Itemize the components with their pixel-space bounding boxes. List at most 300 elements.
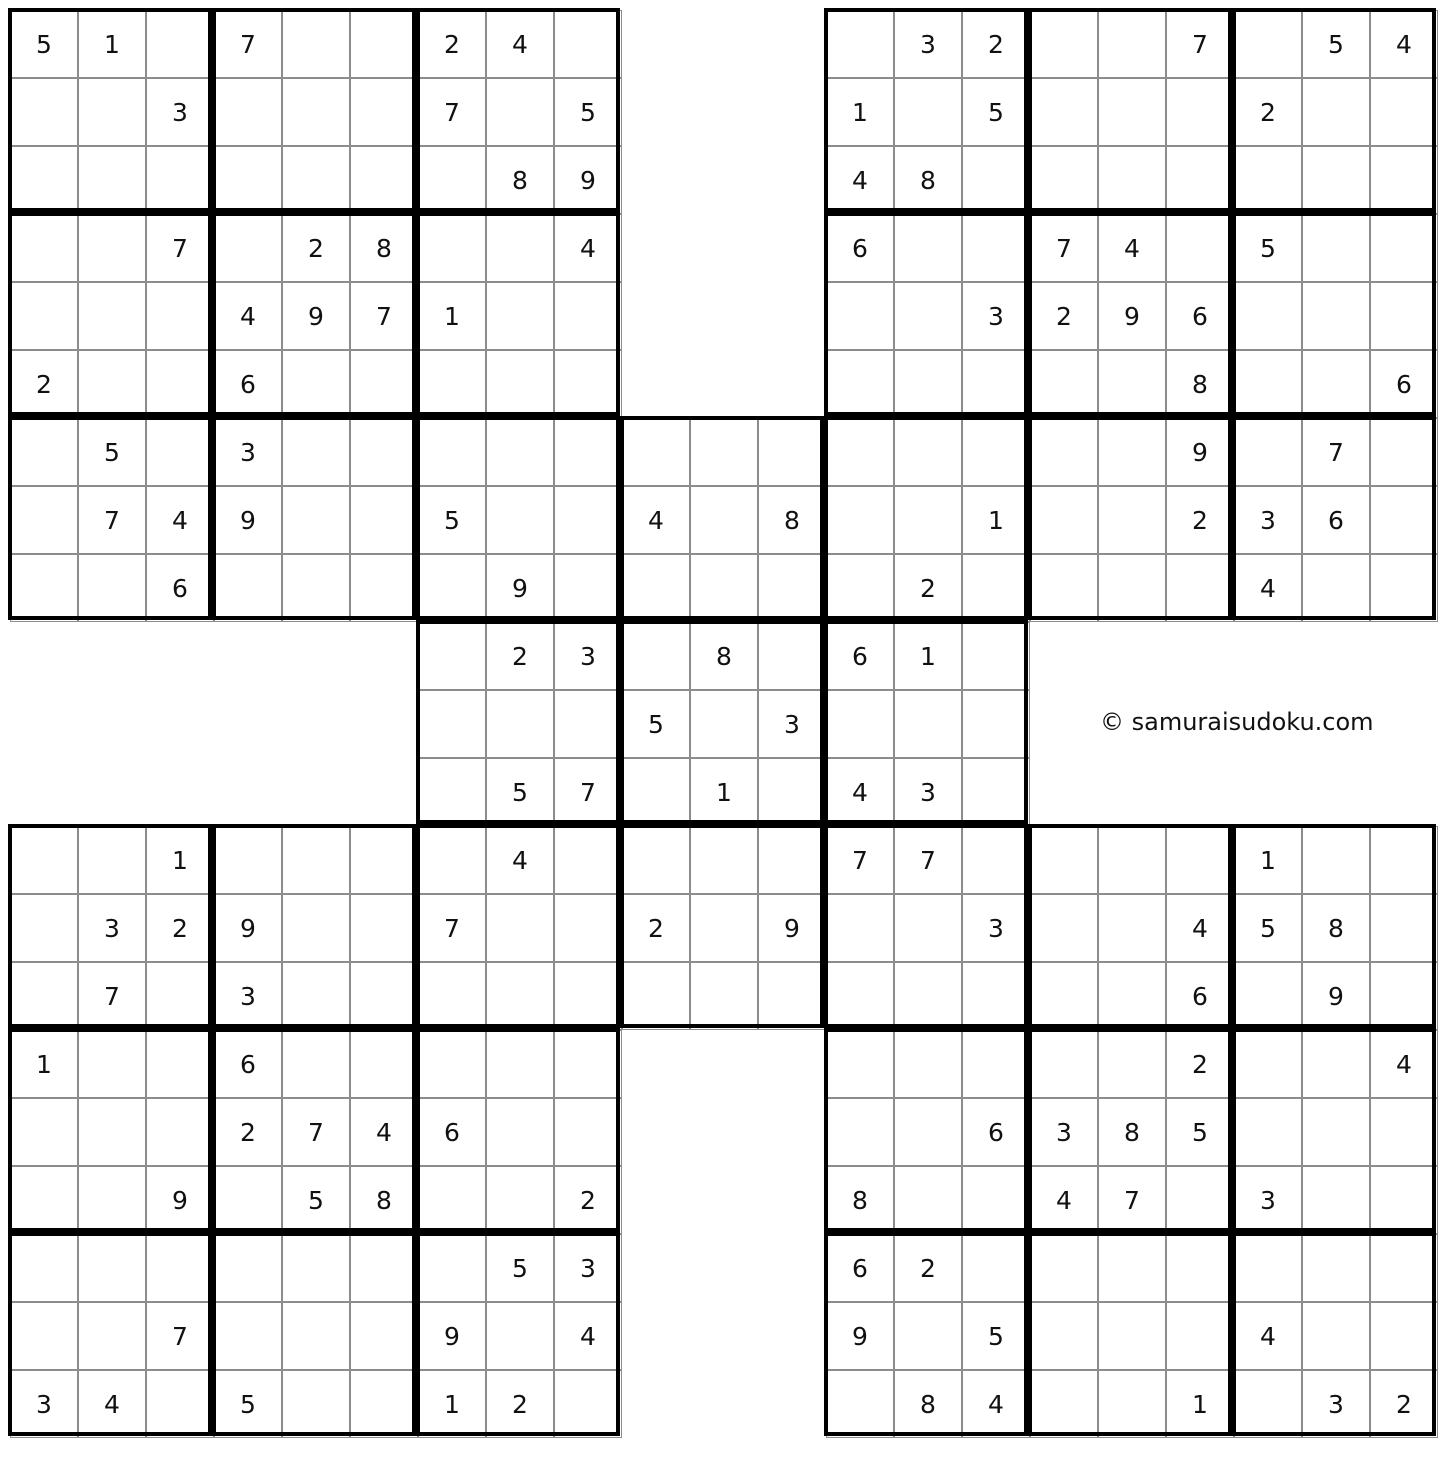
cell-r19-c19[interactable] — [1234, 1234, 1302, 1302]
cell-r3-c19[interactable] — [1234, 146, 1302, 214]
cell-r12-c7[interactable] — [418, 758, 486, 826]
cell-r6-c14[interactable] — [894, 350, 962, 418]
cell-r1-c19[interactable] — [1234, 10, 1302, 78]
cell-r17-c7: 6 — [418, 1098, 486, 1166]
cell-r12-c13: 4 — [826, 758, 894, 826]
cell-r7-c1[interactable] — [10, 418, 78, 486]
cell-r21-c2: 4 — [78, 1370, 146, 1438]
cell-r13-c21[interactable] — [1370, 826, 1438, 894]
cell-r16-c5[interactable] — [282, 1030, 350, 1098]
cell-r9-c15[interactable] — [962, 554, 1030, 622]
cell-r13-c11[interactable] — [690, 826, 758, 894]
cell-r7-c3[interactable] — [146, 418, 214, 486]
cell-r15-c9[interactable] — [554, 962, 622, 1030]
cell-r15-c8[interactable] — [486, 962, 554, 1030]
cell-r14-c19: 5 — [1234, 894, 1302, 962]
cell-r4-c7[interactable] — [418, 214, 486, 282]
cell-r16-c20[interactable] — [1302, 1030, 1370, 1098]
cell-r4-c13: 6 — [826, 214, 894, 282]
cell-r18-c7[interactable] — [418, 1166, 486, 1234]
cell-r9-c6[interactable] — [350, 554, 418, 622]
cell-r8-c9[interactable] — [554, 486, 622, 554]
cell-r5-c8[interactable] — [486, 282, 554, 350]
cell-r18-c6: 8 — [350, 1166, 418, 1234]
cell-r12-c14: 3 — [894, 758, 962, 826]
cell-r4-c19: 5 — [1234, 214, 1302, 282]
cell-r3-c2[interactable] — [78, 146, 146, 214]
cell-r7-c20: 7 — [1302, 418, 1370, 486]
cell-r18-c15[interactable] — [962, 1166, 1030, 1234]
cell-r3-c20[interactable] — [1302, 146, 1370, 214]
cell-r17-c9[interactable] — [554, 1098, 622, 1166]
cell-r13-c9[interactable] — [554, 826, 622, 894]
cell-r13-c20[interactable] — [1302, 826, 1370, 894]
cell-r10-c12[interactable] — [758, 622, 826, 690]
cell-r7-c16[interactable] — [1030, 418, 1098, 486]
cell-r8-c17[interactable] — [1098, 486, 1166, 554]
cell-r20-c15: 5 — [962, 1302, 1030, 1370]
cell-r5-c13[interactable] — [826, 282, 894, 350]
cell-r1-c3[interactable] — [146, 10, 214, 78]
cell-r10-c13: 6 — [826, 622, 894, 690]
cell-r11-c9[interactable] — [554, 690, 622, 758]
cell-r1-c14: 3 — [894, 10, 962, 78]
cell-r15-c12[interactable] — [758, 962, 826, 1030]
cell-r9-c13[interactable] — [826, 554, 894, 622]
cell-r2-c15: 5 — [962, 78, 1030, 146]
cell-r20-c9: 4 — [554, 1302, 622, 1370]
cell-r6-c13[interactable] — [826, 350, 894, 418]
cell-r8-c7: 5 — [418, 486, 486, 554]
cell-r7-c9[interactable] — [554, 418, 622, 486]
cell-r2-c3: 3 — [146, 78, 214, 146]
cell-r18-c2[interactable] — [78, 1166, 146, 1234]
cell-r19-c16[interactable] — [1030, 1234, 1098, 1302]
cell-r20-c1[interactable] — [10, 1302, 78, 1370]
cell-r15-c15[interactable] — [962, 962, 1030, 1030]
cell-r14-c8[interactable] — [486, 894, 554, 962]
cell-r1-c17[interactable] — [1098, 10, 1166, 78]
cell-r7-c17[interactable] — [1098, 418, 1166, 486]
cell-r19-c20[interactable] — [1302, 1234, 1370, 1302]
cell-r14-c5[interactable] — [282, 894, 350, 962]
cell-r2-c19: 2 — [1234, 78, 1302, 146]
cell-r16-c9[interactable] — [554, 1030, 622, 1098]
cell-r20-c2[interactable] — [78, 1302, 146, 1370]
cell-r18-c14[interactable] — [894, 1166, 962, 1234]
cell-r16-c19[interactable] — [1234, 1030, 1302, 1098]
cell-r20-c4[interactable] — [214, 1302, 282, 1370]
cell-r5-c14[interactable] — [894, 282, 962, 350]
cell-r21-c13[interactable] — [826, 1370, 894, 1438]
cell-r15-c10[interactable] — [622, 962, 690, 1030]
cell-r2-c8[interactable] — [486, 78, 554, 146]
cell-r13-c12[interactable] — [758, 826, 826, 894]
cell-r20-c17[interactable] — [1098, 1302, 1166, 1370]
cell-r12-c10[interactable] — [622, 758, 690, 826]
cell-r21-c1: 3 — [10, 1370, 78, 1438]
cell-r5-c9[interactable] — [554, 282, 622, 350]
cell-r5-c3[interactable] — [146, 282, 214, 350]
cell-r2-c14[interactable] — [894, 78, 962, 146]
cell-r3-c21[interactable] — [1370, 146, 1438, 214]
cell-r15-c11[interactable] — [690, 962, 758, 1030]
cell-r17-c6: 4 — [350, 1098, 418, 1166]
cell-r10-c15[interactable] — [962, 622, 1030, 690]
cell-r6-c18: 8 — [1166, 350, 1234, 418]
cell-r4-c14[interactable] — [894, 214, 962, 282]
cell-r2-c2[interactable] — [78, 78, 146, 146]
cell-r16-c8[interactable] — [486, 1030, 554, 1098]
cell-r18-c18[interactable] — [1166, 1166, 1234, 1234]
cell-r3-c16[interactable] — [1030, 146, 1098, 214]
cell-r21-c6[interactable] — [350, 1370, 418, 1438]
cell-r18-c5: 5 — [282, 1166, 350, 1234]
cell-r16-c16[interactable] — [1030, 1030, 1098, 1098]
cell-r15-c7[interactable] — [418, 962, 486, 1030]
cell-r6-c6[interactable] — [350, 350, 418, 418]
cell-r11-c7[interactable] — [418, 690, 486, 758]
cell-r19-c21[interactable] — [1370, 1234, 1438, 1302]
cell-r5-c7: 1 — [418, 282, 486, 350]
cell-r5-c17: 9 — [1098, 282, 1166, 350]
cell-r9-c16[interactable] — [1030, 554, 1098, 622]
cell-r19-c4[interactable] — [214, 1234, 282, 1302]
cell-r19-c7[interactable] — [418, 1234, 486, 1302]
cell-r1-c15: 2 — [962, 10, 1030, 78]
cell-r18-c8[interactable] — [486, 1166, 554, 1234]
cell-r21-c5[interactable] — [282, 1370, 350, 1438]
cell-r14-c14[interactable] — [894, 894, 962, 962]
cell-r10-c7[interactable] — [418, 622, 486, 690]
cell-r7-c18: 9 — [1166, 418, 1234, 486]
cell-r13-c7[interactable] — [418, 826, 486, 894]
cell-r18-c4[interactable] — [214, 1166, 282, 1234]
cell-r10-c8: 2 — [486, 622, 554, 690]
cell-r13-c16[interactable] — [1030, 826, 1098, 894]
cell-r12-c12[interactable] — [758, 758, 826, 826]
cell-r19-c2[interactable] — [78, 1234, 146, 1302]
cell-r8-c14[interactable] — [894, 486, 962, 554]
cell-r8-c21[interactable] — [1370, 486, 1438, 554]
cell-r8-c1[interactable] — [10, 486, 78, 554]
cell-r3-c4[interactable] — [214, 146, 282, 214]
cell-r9-c21[interactable] — [1370, 554, 1438, 622]
cell-r8-c8[interactable] — [486, 486, 554, 554]
cell-r9-c17[interactable] — [1098, 554, 1166, 622]
cell-r4-c20[interactable] — [1302, 214, 1370, 282]
cell-r17-c13[interactable] — [826, 1098, 894, 1166]
cell-r6-c20[interactable] — [1302, 350, 1370, 418]
cell-r4-c5: 2 — [282, 214, 350, 282]
cell-r14-c13[interactable] — [826, 894, 894, 962]
cell-r17-c5: 7 — [282, 1098, 350, 1166]
cell-r2-c21[interactable] — [1370, 78, 1438, 146]
cell-r3-c6[interactable] — [350, 146, 418, 214]
cell-r1-c4: 7 — [214, 10, 282, 78]
cell-r21-c3[interactable] — [146, 1370, 214, 1438]
cell-r16-c13[interactable] — [826, 1030, 894, 1098]
cell-r17-c20[interactable] — [1302, 1098, 1370, 1166]
cell-r17-c14[interactable] — [894, 1098, 962, 1166]
cell-r8-c11[interactable] — [690, 486, 758, 554]
cell-r5-c4: 4 — [214, 282, 282, 350]
cell-r13-c10[interactable] — [622, 826, 690, 894]
cell-r18-c1[interactable] — [10, 1166, 78, 1234]
cell-r21-c17[interactable] — [1098, 1370, 1166, 1438]
cell-r3-c5[interactable] — [282, 146, 350, 214]
cell-r8-c2: 7 — [78, 486, 146, 554]
cell-r4-c18[interactable] — [1166, 214, 1234, 282]
cell-r9-c12[interactable] — [758, 554, 826, 622]
cell-r1-c5[interactable] — [282, 10, 350, 78]
cell-r16-c14[interactable] — [894, 1030, 962, 1098]
cell-r4-c4[interactable] — [214, 214, 282, 282]
cell-r7-c19[interactable] — [1234, 418, 1302, 486]
cell-r5-c20[interactable] — [1302, 282, 1370, 350]
cell-r6-c9[interactable] — [554, 350, 622, 418]
cell-r15-c17[interactable] — [1098, 962, 1166, 1030]
cell-r3-c15[interactable] — [962, 146, 1030, 214]
cell-r2-c1[interactable] — [10, 78, 78, 146]
cell-r13-c5[interactable] — [282, 826, 350, 894]
cell-r9-c19: 4 — [1234, 554, 1302, 622]
cell-r1-c6[interactable] — [350, 10, 418, 78]
cell-r9-c9[interactable] — [554, 554, 622, 622]
cell-r9-c20[interactable] — [1302, 554, 1370, 622]
cell-r9-c1[interactable] — [10, 554, 78, 622]
cell-r4-c8[interactable] — [486, 214, 554, 282]
cell-r14-c6[interactable] — [350, 894, 418, 962]
cell-r6-c3[interactable] — [146, 350, 214, 418]
cell-r12-c11: 1 — [690, 758, 758, 826]
cell-r16-c15[interactable] — [962, 1030, 1030, 1098]
cell-r6-c8[interactable] — [486, 350, 554, 418]
cell-r17-c2[interactable] — [78, 1098, 146, 1166]
cell-r13-c4[interactable] — [214, 826, 282, 894]
cell-r19-c14: 2 — [894, 1234, 962, 1302]
cell-r16-c7[interactable] — [418, 1030, 486, 1098]
cell-r8-c13[interactable] — [826, 486, 894, 554]
cell-r7-c14[interactable] — [894, 418, 962, 486]
cell-r8-c4: 9 — [214, 486, 282, 554]
cell-r6-c16[interactable] — [1030, 350, 1098, 418]
cell-r5-c19[interactable] — [1234, 282, 1302, 350]
cell-r9-c7[interactable] — [418, 554, 486, 622]
cell-r18-c20[interactable] — [1302, 1166, 1370, 1234]
cell-r9-c18[interactable] — [1166, 554, 1234, 622]
cell-r19-c5[interactable] — [282, 1234, 350, 1302]
cell-r8-c6[interactable] — [350, 486, 418, 554]
cell-r21-c8: 2 — [486, 1370, 554, 1438]
cell-r13-c18[interactable] — [1166, 826, 1234, 894]
cell-r15-c20: 9 — [1302, 962, 1370, 1030]
cell-r15-c19[interactable] — [1234, 962, 1302, 1030]
cell-r6-c2[interactable] — [78, 350, 146, 418]
cell-r11-c13[interactable] — [826, 690, 894, 758]
cell-r9-c4[interactable] — [214, 554, 282, 622]
cell-r16-c18: 2 — [1166, 1030, 1234, 1098]
cell-r4-c15[interactable] — [962, 214, 1030, 282]
cell-r14-c1[interactable] — [10, 894, 78, 962]
cell-r17-c16: 3 — [1030, 1098, 1098, 1166]
cell-r9-c2[interactable] — [78, 554, 146, 622]
cell-r7-c7[interactable] — [418, 418, 486, 486]
cell-r2-c7: 7 — [418, 78, 486, 146]
cell-r20-c21[interactable] — [1370, 1302, 1438, 1370]
cell-r20-c18[interactable] — [1166, 1302, 1234, 1370]
cell-r14-c11[interactable] — [690, 894, 758, 962]
cell-r15-c14[interactable] — [894, 962, 962, 1030]
cell-r8-c10: 4 — [622, 486, 690, 554]
cell-r4-c1[interactable] — [10, 214, 78, 282]
cell-r1-c13[interactable] — [826, 10, 894, 78]
cell-r16-c2[interactable] — [78, 1030, 146, 1098]
cell-r15-c5[interactable] — [282, 962, 350, 1030]
cell-r16-c3[interactable] — [146, 1030, 214, 1098]
cell-r2-c4[interactable] — [214, 78, 282, 146]
cell-r17-c19[interactable] — [1234, 1098, 1302, 1166]
cell-r7-c13[interactable] — [826, 418, 894, 486]
cell-r20-c16[interactable] — [1030, 1302, 1098, 1370]
cell-r21-c7: 1 — [418, 1370, 486, 1438]
cell-r5-c1[interactable] — [10, 282, 78, 350]
cell-r13-c17[interactable] — [1098, 826, 1166, 894]
cell-r19-c15[interactable] — [962, 1234, 1030, 1302]
cell-r15-c1[interactable] — [10, 962, 78, 1030]
cell-r13-c1[interactable] — [10, 826, 78, 894]
cell-r18-c17: 7 — [1098, 1166, 1166, 1234]
cell-r8-c19: 3 — [1234, 486, 1302, 554]
cell-r7-c11[interactable] — [690, 418, 758, 486]
cell-r16-c17[interactable] — [1098, 1030, 1166, 1098]
cell-r15-c6[interactable] — [350, 962, 418, 1030]
cell-r21-c20: 3 — [1302, 1370, 1370, 1438]
cell-r20-c6[interactable] — [350, 1302, 418, 1370]
cell-r17-c17: 8 — [1098, 1098, 1166, 1166]
cell-r12-c15[interactable] — [962, 758, 1030, 826]
cell-r2-c6[interactable] — [350, 78, 418, 146]
cell-r19-c3[interactable] — [146, 1234, 214, 1302]
cell-r19-c17[interactable] — [1098, 1234, 1166, 1302]
cell-r7-c15[interactable] — [962, 418, 1030, 486]
cell-r18-c19: 3 — [1234, 1166, 1302, 1234]
cell-r17-c21[interactable] — [1370, 1098, 1438, 1166]
cell-r6-c7[interactable] — [418, 350, 486, 418]
cell-r9-c5[interactable] — [282, 554, 350, 622]
cell-r6-c1: 2 — [10, 350, 78, 418]
cell-r15-c16[interactable] — [1030, 962, 1098, 1030]
cell-r5-c21[interactable] — [1370, 282, 1438, 350]
cell-r13-c6[interactable] — [350, 826, 418, 894]
cell-r9-c11[interactable] — [690, 554, 758, 622]
cell-r7-c6[interactable] — [350, 418, 418, 486]
cell-r11-c14[interactable] — [894, 690, 962, 758]
cell-r17-c3[interactable] — [146, 1098, 214, 1166]
cell-r9-c10[interactable] — [622, 554, 690, 622]
cell-r6-c5[interactable] — [282, 350, 350, 418]
cell-r2-c5[interactable] — [282, 78, 350, 146]
cell-r10-c10[interactable] — [622, 622, 690, 690]
cell-r11-c8[interactable] — [486, 690, 554, 758]
cell-r13-c15[interactable] — [962, 826, 1030, 894]
cell-r17-c1[interactable] — [10, 1098, 78, 1166]
cell-r3-c18[interactable] — [1166, 146, 1234, 214]
cell-r7-c21[interactable] — [1370, 418, 1438, 486]
cell-r3-c14: 8 — [894, 146, 962, 214]
cell-r3-c17[interactable] — [1098, 146, 1166, 214]
cell-r6-c17[interactable] — [1098, 350, 1166, 418]
cell-r1-c16[interactable] — [1030, 10, 1098, 78]
cell-r11-c15[interactable] — [962, 690, 1030, 758]
cell-r20-c5[interactable] — [282, 1302, 350, 1370]
cell-r4-c2[interactable] — [78, 214, 146, 282]
cell-r13-c8: 4 — [486, 826, 554, 894]
cell-r15-c4: 3 — [214, 962, 282, 1030]
cell-r19-c18[interactable] — [1166, 1234, 1234, 1302]
cell-r5-c2[interactable] — [78, 282, 146, 350]
cell-r18-c3: 9 — [146, 1166, 214, 1234]
cell-r13-c2[interactable] — [78, 826, 146, 894]
cell-r3-c3[interactable] — [146, 146, 214, 214]
cell-r2-c17[interactable] — [1098, 78, 1166, 146]
cell-r15-c2: 7 — [78, 962, 146, 1030]
cell-r14-c16[interactable] — [1030, 894, 1098, 962]
cell-r4-c9: 4 — [554, 214, 622, 282]
cell-r2-c13: 1 — [826, 78, 894, 146]
cell-r11-c11[interactable] — [690, 690, 758, 758]
cell-r1-c18: 7 — [1166, 10, 1234, 78]
cell-r6-c15[interactable] — [962, 350, 1030, 418]
cell-r2-c16[interactable] — [1030, 78, 1098, 146]
cell-r7-c10[interactable] — [622, 418, 690, 486]
cell-r14-c9[interactable] — [554, 894, 622, 962]
cell-r8-c16[interactable] — [1030, 486, 1098, 554]
cell-r1-c7: 2 — [418, 10, 486, 78]
cell-r14-c21[interactable] — [1370, 894, 1438, 962]
cell-r3-c1[interactable] — [10, 146, 78, 214]
cell-r11-c10: 5 — [622, 690, 690, 758]
cell-r19-c1[interactable] — [10, 1234, 78, 1302]
cell-r19-c6[interactable] — [350, 1234, 418, 1302]
cell-r1-c9[interactable] — [554, 10, 622, 78]
cell-r13-c14: 7 — [894, 826, 962, 894]
cell-r20-c20[interactable] — [1302, 1302, 1370, 1370]
cell-r2-c20[interactable] — [1302, 78, 1370, 146]
cell-r8-c5[interactable] — [282, 486, 350, 554]
cell-r20-c14[interactable] — [894, 1302, 962, 1370]
cell-r16-c6[interactable] — [350, 1030, 418, 1098]
cell-r15-c13[interactable] — [826, 962, 894, 1030]
cell-r20-c8[interactable] — [486, 1302, 554, 1370]
cell-r21-c9[interactable] — [554, 1370, 622, 1438]
cell-r2-c18[interactable] — [1166, 78, 1234, 146]
cell-r21-c19[interactable] — [1234, 1370, 1302, 1438]
cell-r14-c17[interactable] — [1098, 894, 1166, 962]
cell-r7-c8[interactable] — [486, 418, 554, 486]
cell-r15-c3[interactable] — [146, 962, 214, 1030]
cell-r18-c21[interactable] — [1370, 1166, 1438, 1234]
cell-r21-c16[interactable] — [1030, 1370, 1098, 1438]
cell-r7-c5[interactable] — [282, 418, 350, 486]
cell-r15-c21[interactable] — [1370, 962, 1438, 1030]
cell-r4-c21[interactable] — [1370, 214, 1438, 282]
cell-r7-c12[interactable] — [758, 418, 826, 486]
cell-r3-c7[interactable] — [418, 146, 486, 214]
cell-r6-c19[interactable] — [1234, 350, 1302, 418]
cell-r16-c1: 1 — [10, 1030, 78, 1098]
cell-r17-c8[interactable] — [486, 1098, 554, 1166]
